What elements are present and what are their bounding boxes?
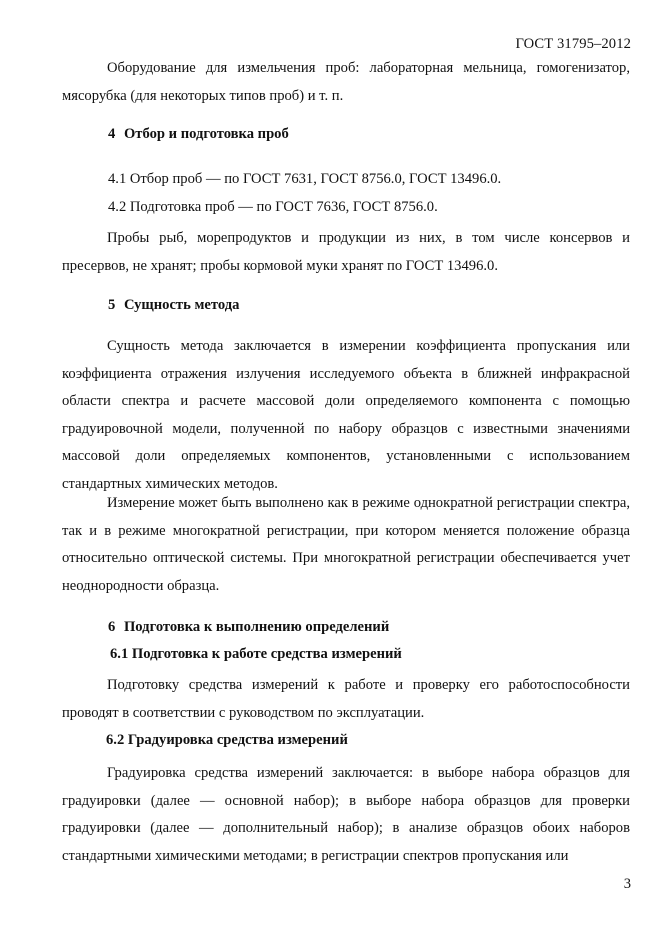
section-6-title: Подготовка к выполнению определений — [123, 619, 390, 635]
instrument-preparation-paragraph: Подготовку средства измерений к работе и проверку его работоспособности проводят в соответствии с руководством по эксплуатации. — [62, 677, 630, 721]
clause-4-2: 4.2 Подготовка проб — по ГОСТ 7636, ГОСТ 8756.0. — [108, 199, 438, 215]
page-number: 3 — [623, 876, 631, 892]
section-4-title: Отбор и подготовка проб — [123, 126, 289, 142]
sample-storage-paragraph: Пробы рыб, морепродуктов и продукции из них, в том числе консервов и пресервов, не хранят; пробы кормовой муки хранят по ГОСТ 13496.0. — [62, 230, 630, 274]
subsection-6-1-heading: 6.1 Подготовка к работе средства измерений — [110, 646, 402, 662]
subsection-6-2-heading: 6.2 Градуировка средства измерений — [106, 732, 348, 748]
section-4-heading — [108, 126, 289, 143]
section-4-number: 4 — [108, 126, 116, 142]
section-5-heading — [108, 297, 239, 314]
measurement-mode-paragraph: Измерение может быть выполнено как в режиме однократной регистрации спектра, так и в режиме многократной регистрации, при котором меняется положение образца относительно оптической системы. При многократной регистрации обеспечивается учет неоднородности образца. — [62, 495, 630, 594]
clause-4-1: 4.1 Отбор проб — по ГОСТ 7631, ГОСТ 8756.0, ГОСТ 13496.0. — [108, 171, 502, 187]
document-header: ГОСТ 31795–2012 — [515, 36, 631, 52]
method-essence-paragraph: Сущность метода заключается в измерении коэффициента пропускания или коэффициента отражения излучения исследуемого объекта в ближней инфракрасной области спектра и расчете массовой доли определяемого компонента с помощью градуировочной модели, полученной по набору образцов с известными значениями массовой доли определяемых компонентов, установленными с использованием стандартных химических методов. — [62, 338, 630, 492]
calibration-paragraph: Градуировка средства измерений заключается: в выборе набора образцов для градуировки (далее — основной набор); в выборе набора образцов для проверки градуировки (далее — дополнительный набор); в анализе образцов обоих наборов стандартными химическими методами; в регистрации спектров пропускания или — [62, 765, 630, 864]
section-5-number: 5 — [108, 297, 116, 313]
section-5-title: Сущность метода — [123, 297, 240, 313]
section-6-heading — [108, 619, 389, 636]
section-6-number: 6 — [108, 619, 116, 635]
equipment-paragraph: Оборудование для измельчения проб: лабораторная мельница, гомогенизатор, мясорубка (для некоторых типов проб) и т. п. — [62, 60, 630, 104]
